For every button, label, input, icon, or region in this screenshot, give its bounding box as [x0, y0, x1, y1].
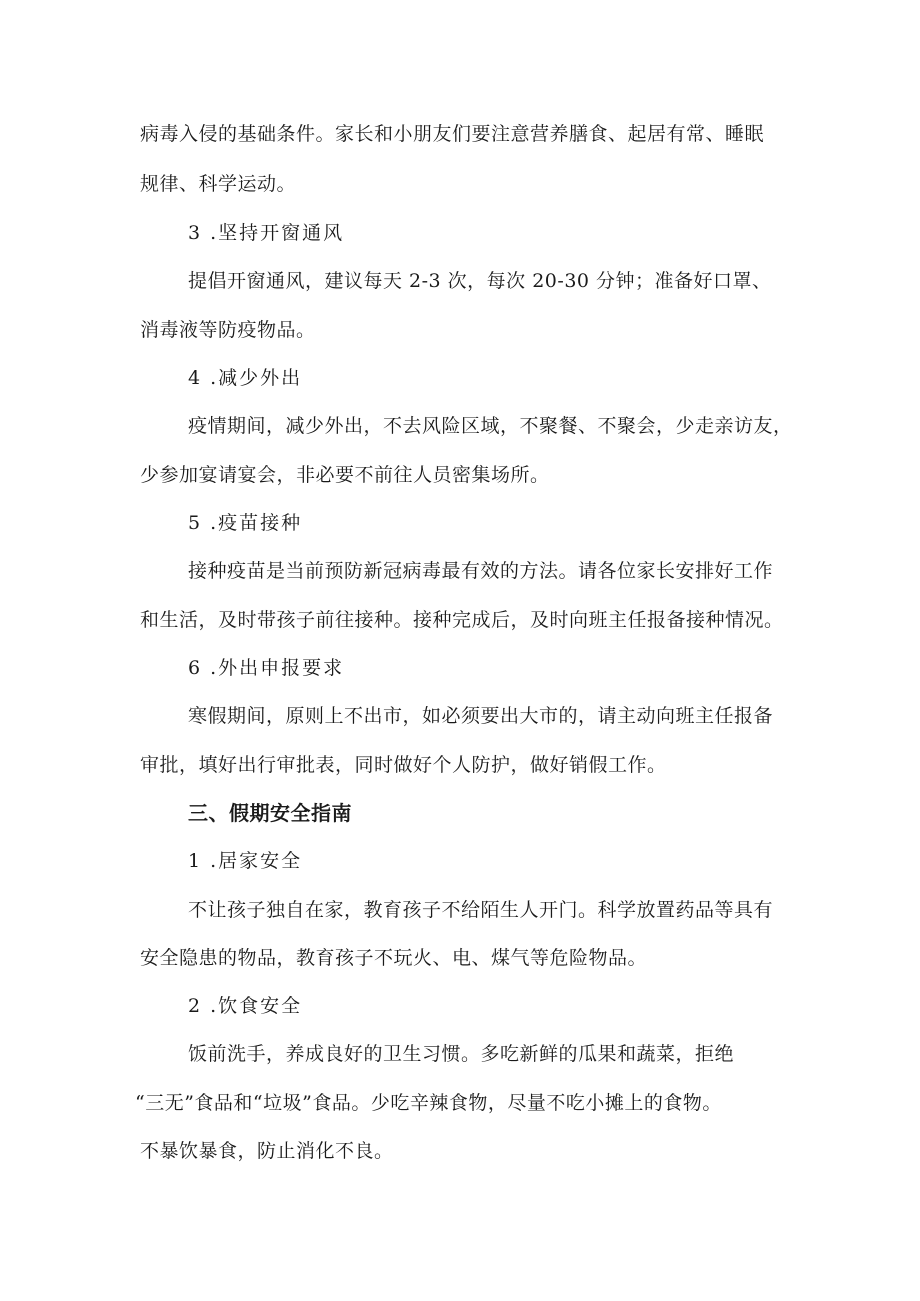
subheading-travel-report: 6 .外出申报要求 [188, 657, 345, 679]
paragraph-line: 安全隐患的物品，教育孩子不玩火、电、煤气等危险物品。 [140, 947, 648, 969]
paragraph-line: 和生活，及时带孩子前往接种。接种完成后，及时向班主任报备接种情况。 [140, 609, 784, 631]
paragraph-line: 饭前洗手，养成良好的卫生习惯。多吃新鲜的瓜果和蔬菜，拒绝 [188, 1043, 735, 1065]
subheading-vaccination: 5 .疫苗接种 [188, 512, 303, 534]
paragraph-line: 消毒液等防疫物品。 [140, 319, 316, 341]
subheading-ventilation: 3 .坚持开窗通风 [188, 222, 345, 244]
paragraph-line: 接种疫苗是当前预防新冠病毒最有效的方法。请各位家长安排好工作 [188, 560, 774, 582]
paragraph-line: 审批，填好出行审批表，同时做好个人防护，做好销假工作。 [140, 754, 667, 776]
subheading-home-safety: 1 .居家安全 [188, 850, 303, 872]
paragraph-line: 不让孩子独自在家，教育孩子不给陌生人开门。科学放置药品等具有 [188, 899, 774, 921]
paragraph-line: 规律、科学运动。 [140, 173, 297, 195]
paragraph-line: 少参加宴请宴会，非必要不前往人员密集场所。 [140, 464, 550, 486]
section-heading: 三、假期安全指南 [188, 801, 352, 825]
paragraph-line: 提倡开窗通风，建议每天 2-3 次，每次 20-30 分钟；准备好口罩、 [188, 270, 772, 292]
paragraph-line: 病毒入侵的基础条件。家长和小朋友们要注意营养膳食、起居有常、睡眠 [140, 123, 765, 145]
paragraph-line: 寒假期间，原则上不出市，如必须要出大市的，请主动向班主任报备 [188, 705, 774, 727]
paragraph-line: 疫情期间，减少外出，不去风险区域，不聚餐、不聚会，少走亲访友， [188, 415, 793, 437]
paragraph-line: “三无”食品和“垃圾”食品。少吃辛辣食物，尽量不吃小摊上的食物。 [135, 1092, 722, 1114]
subheading-reduce-outings: 4 .减少外出 [188, 367, 303, 389]
paragraph-line: 不暴饮暴食，防止消化不良。 [140, 1140, 394, 1162]
subheading-food-safety: 2 .饮食安全 [188, 995, 303, 1017]
